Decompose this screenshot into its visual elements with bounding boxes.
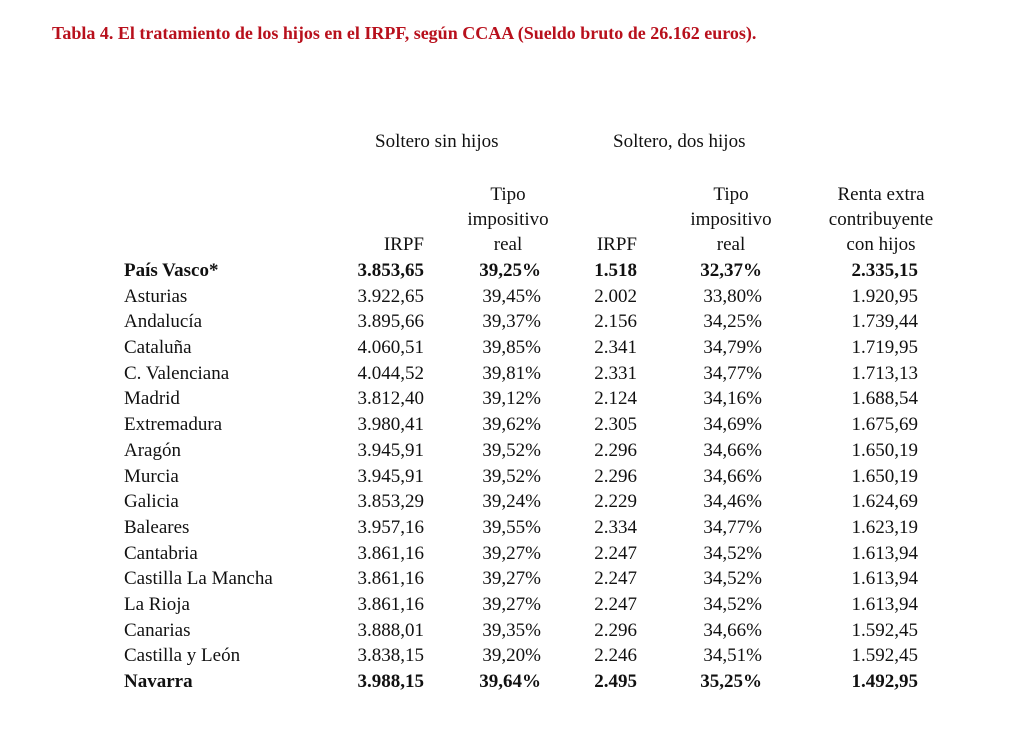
extra-income-with-children-cell: 1.920,95	[851, 285, 918, 307]
irpf-two-children-cell: 2.247	[594, 568, 637, 590]
tax-rate-two-children-cell: 34,77%	[703, 516, 762, 538]
header-line: Tipo	[490, 184, 526, 205]
tax-rate-no-children-cell: 39,85%	[482, 337, 541, 359]
irpf-two-children-cell: 2.495	[594, 671, 637, 692]
header-line: real	[493, 234, 523, 255]
irpf-no-children-cell: 3.980,41	[357, 414, 424, 436]
extra-income-with-children-cell: 1.492,95	[851, 671, 918, 692]
tax-rate-no-children-cell: 39,52%	[482, 465, 541, 487]
tax-rate-two-children-cell: 34,66%	[703, 619, 762, 641]
header-line: Renta extra	[837, 184, 925, 205]
tax-rate-two-children-cell: 34,52%	[703, 593, 762, 615]
irpf-no-children-cell: 3.945,91	[357, 439, 424, 461]
region-name-cell: Murcia	[124, 465, 179, 487]
irpf-no-children-cell: 3.895,66	[357, 311, 424, 333]
table-body	[0, 258, 1013, 695]
table-row	[0, 489, 1013, 515]
header-irpf-no-children	[348, 181, 424, 257]
tax-rate-no-children-cell: 39,27%	[482, 542, 541, 564]
irpf-two-children-cell: 2.334	[594, 516, 637, 538]
region-name-cell: Asturias	[124, 285, 188, 307]
tax-rate-two-children-cell: 32,37%	[700, 260, 762, 281]
irpf-two-children-cell: 2.246	[594, 645, 637, 667]
region-name-cell: C. Valenciana	[124, 362, 230, 384]
tax-rate-two-children-cell: 34,52%	[703, 542, 762, 564]
tax-rate-two-children-cell: 34,66%	[703, 465, 762, 487]
table-caption: Tabla 4. El tratamiento de los hijos en el IRPF, según CCAA (Sueldo bruto de 26.162 euros).	[52, 23, 757, 43]
table-row	[0, 412, 1013, 438]
irpf-two-children-cell: 2.247	[594, 593, 637, 615]
group-header-single-two-children: Soltero, dos hijos	[613, 131, 746, 152]
tax-rate-two-children-cell: 34,46%	[703, 491, 762, 513]
region-name-cell: País Vasco*	[124, 260, 219, 281]
header-line: con hijos	[846, 234, 916, 255]
irpf-two-children-cell: 2.247	[594, 542, 637, 564]
extra-income-with-children-cell: 1.713,13	[851, 362, 918, 384]
extra-income-with-children-cell: 1.623,19	[851, 516, 918, 538]
tax-rate-two-children-cell: 35,25%	[700, 671, 762, 692]
table-row	[0, 284, 1013, 310]
table-row	[0, 464, 1013, 490]
region-name-cell: Andalucía	[124, 311, 203, 333]
irpf-no-children-cell: 3.922,65	[357, 285, 424, 307]
extra-income-with-children-cell: 2.335,15	[851, 260, 918, 281]
tax-rate-two-children-cell: 34,52%	[703, 568, 762, 590]
group-header-single-no-children: Soltero sin hijos	[375, 131, 499, 152]
irpf-no-children-cell: 3.853,29	[357, 491, 424, 513]
irpf-no-children-cell: 3.812,40	[357, 388, 424, 410]
header-line: contribuyente	[828, 209, 934, 230]
tax-rate-no-children-cell: 39,25%	[479, 260, 541, 281]
table-row	[0, 592, 1013, 618]
tax-rate-two-children-cell: 34,79%	[703, 337, 762, 359]
tax-rate-no-children-cell: 39,27%	[482, 568, 541, 590]
tax-rate-no-children-cell: 39,64%	[479, 671, 541, 692]
region-name-cell: Canarias	[124, 619, 191, 641]
irpf-no-children-cell: 3.853,65	[357, 260, 424, 281]
header-line: impositivo	[467, 209, 549, 230]
header-line: Tipo	[713, 184, 749, 205]
table-row	[0, 361, 1013, 387]
region-name-cell: Madrid	[124, 388, 180, 410]
extra-income-with-children-cell: 1.650,19	[851, 439, 918, 461]
table-row	[0, 618, 1013, 644]
extra-income-with-children-cell: 1.624,69	[851, 491, 918, 513]
region-name-cell: Extremadura	[124, 414, 223, 436]
extra-income-with-children-cell: 1.613,94	[851, 568, 918, 590]
region-name-cell: Cataluña	[124, 337, 192, 359]
extra-income-with-children-cell: 1.592,45	[851, 619, 918, 641]
irpf-two-children-cell: 2.002	[594, 285, 637, 307]
header-line: IRPF	[596, 234, 637, 255]
tax-rate-no-children-cell: 39,55%	[482, 516, 541, 538]
header-irpf-two-children	[580, 181, 637, 257]
header-extra-income-with-children	[805, 181, 957, 257]
irpf-two-children-cell: 2.296	[594, 619, 637, 641]
tax-rate-no-children-cell: 39,37%	[482, 311, 541, 333]
irpf-no-children-cell: 3.957,16	[357, 516, 424, 538]
tax-rate-no-children-cell: 39,12%	[482, 388, 541, 410]
table-row	[0, 541, 1013, 567]
irpf-two-children-cell: 2.229	[594, 491, 637, 513]
table-row	[0, 335, 1013, 361]
header-line: real	[716, 234, 746, 255]
table-row	[0, 669, 1013, 695]
irpf-two-children-cell: 2.341	[594, 337, 637, 359]
tax-rate-no-children-cell: 39,27%	[482, 593, 541, 615]
table-row	[0, 386, 1013, 412]
irpf-no-children-cell: 3.888,01	[357, 619, 424, 641]
irpf-no-children-cell: 4.060,51	[357, 337, 424, 359]
extra-income-with-children-cell: 1.719,95	[851, 337, 918, 359]
region-name-cell: Castilla La Mancha	[124, 568, 273, 590]
irpf-two-children-cell: 2.124	[594, 388, 637, 410]
irpf-no-children-cell: 3.861,16	[357, 593, 424, 615]
table-row	[0, 515, 1013, 541]
tax-rate-two-children-cell: 34,51%	[703, 645, 762, 667]
region-name-cell: Cantabria	[124, 542, 198, 564]
region-name-cell: La Rioja	[124, 593, 190, 615]
irpf-two-children-cell: 1.518	[594, 260, 637, 281]
tax-rate-two-children-cell: 34,16%	[703, 388, 762, 410]
extra-income-with-children-cell: 1.650,19	[851, 465, 918, 487]
tax-rate-no-children-cell: 39,45%	[482, 285, 541, 307]
table-row	[0, 643, 1013, 669]
irpf-no-children-cell: 3.945,91	[357, 465, 424, 487]
header-line: IRPF	[383, 234, 424, 255]
tax-rate-two-children-cell: 34,77%	[703, 362, 762, 384]
extra-income-with-children-cell: 1.613,94	[851, 542, 918, 564]
irpf-no-children-cell: 3.838,15	[357, 645, 424, 667]
extra-income-with-children-cell: 1.675,69	[851, 414, 918, 436]
tax-rate-two-children-cell: 34,66%	[703, 439, 762, 461]
region-name-cell: Baleares	[124, 516, 190, 538]
table-row	[0, 566, 1013, 592]
region-name-cell: Aragón	[124, 439, 181, 461]
tax-rate-two-children-cell: 33,80%	[703, 285, 762, 307]
tax-rate-no-children-cell: 39,35%	[482, 619, 541, 641]
table-row	[0, 309, 1013, 335]
extra-income-with-children-cell: 1.688,54	[851, 388, 918, 410]
irpf-no-children-cell: 4.044,52	[357, 362, 424, 384]
extra-income-with-children-cell: 1.739,44	[851, 311, 918, 333]
irpf-two-children-cell: 2.296	[594, 465, 637, 487]
irpf-no-children-cell: 3.988,15	[357, 671, 424, 692]
tax-rate-no-children-cell: 39,62%	[482, 414, 541, 436]
header-tax-rate-no-children	[448, 181, 568, 257]
irpf-two-children-cell: 2.156	[594, 311, 637, 333]
irpf-no-children-cell: 3.861,16	[357, 542, 424, 564]
region-name-cell: Castilla y León	[124, 645, 241, 667]
region-name-cell: Navarra	[124, 671, 193, 692]
tax-rate-no-children-cell: 39,20%	[482, 645, 541, 667]
tax-rate-two-children-cell: 34,69%	[703, 414, 762, 436]
tax-rate-two-children-cell: 34,25%	[703, 311, 762, 333]
extra-income-with-children-cell: 1.592,45	[851, 645, 918, 667]
irpf-two-children-cell: 2.305	[594, 414, 637, 436]
irpf-no-children-cell: 3.861,16	[357, 568, 424, 590]
extra-income-with-children-cell: 1.613,94	[851, 593, 918, 615]
header-line: impositivo	[690, 209, 772, 230]
tax-rate-no-children-cell: 39,24%	[482, 491, 541, 513]
region-name-cell: Galicia	[124, 491, 179, 513]
irpf-two-children-cell: 2.296	[594, 439, 637, 461]
tax-rate-no-children-cell: 39,52%	[482, 439, 541, 461]
table-row	[0, 258, 1013, 284]
header-tax-rate-two-children	[671, 181, 791, 257]
tax-rate-no-children-cell: 39,81%	[482, 362, 541, 384]
irpf-two-children-cell: 2.331	[594, 362, 637, 384]
table-row	[0, 438, 1013, 464]
